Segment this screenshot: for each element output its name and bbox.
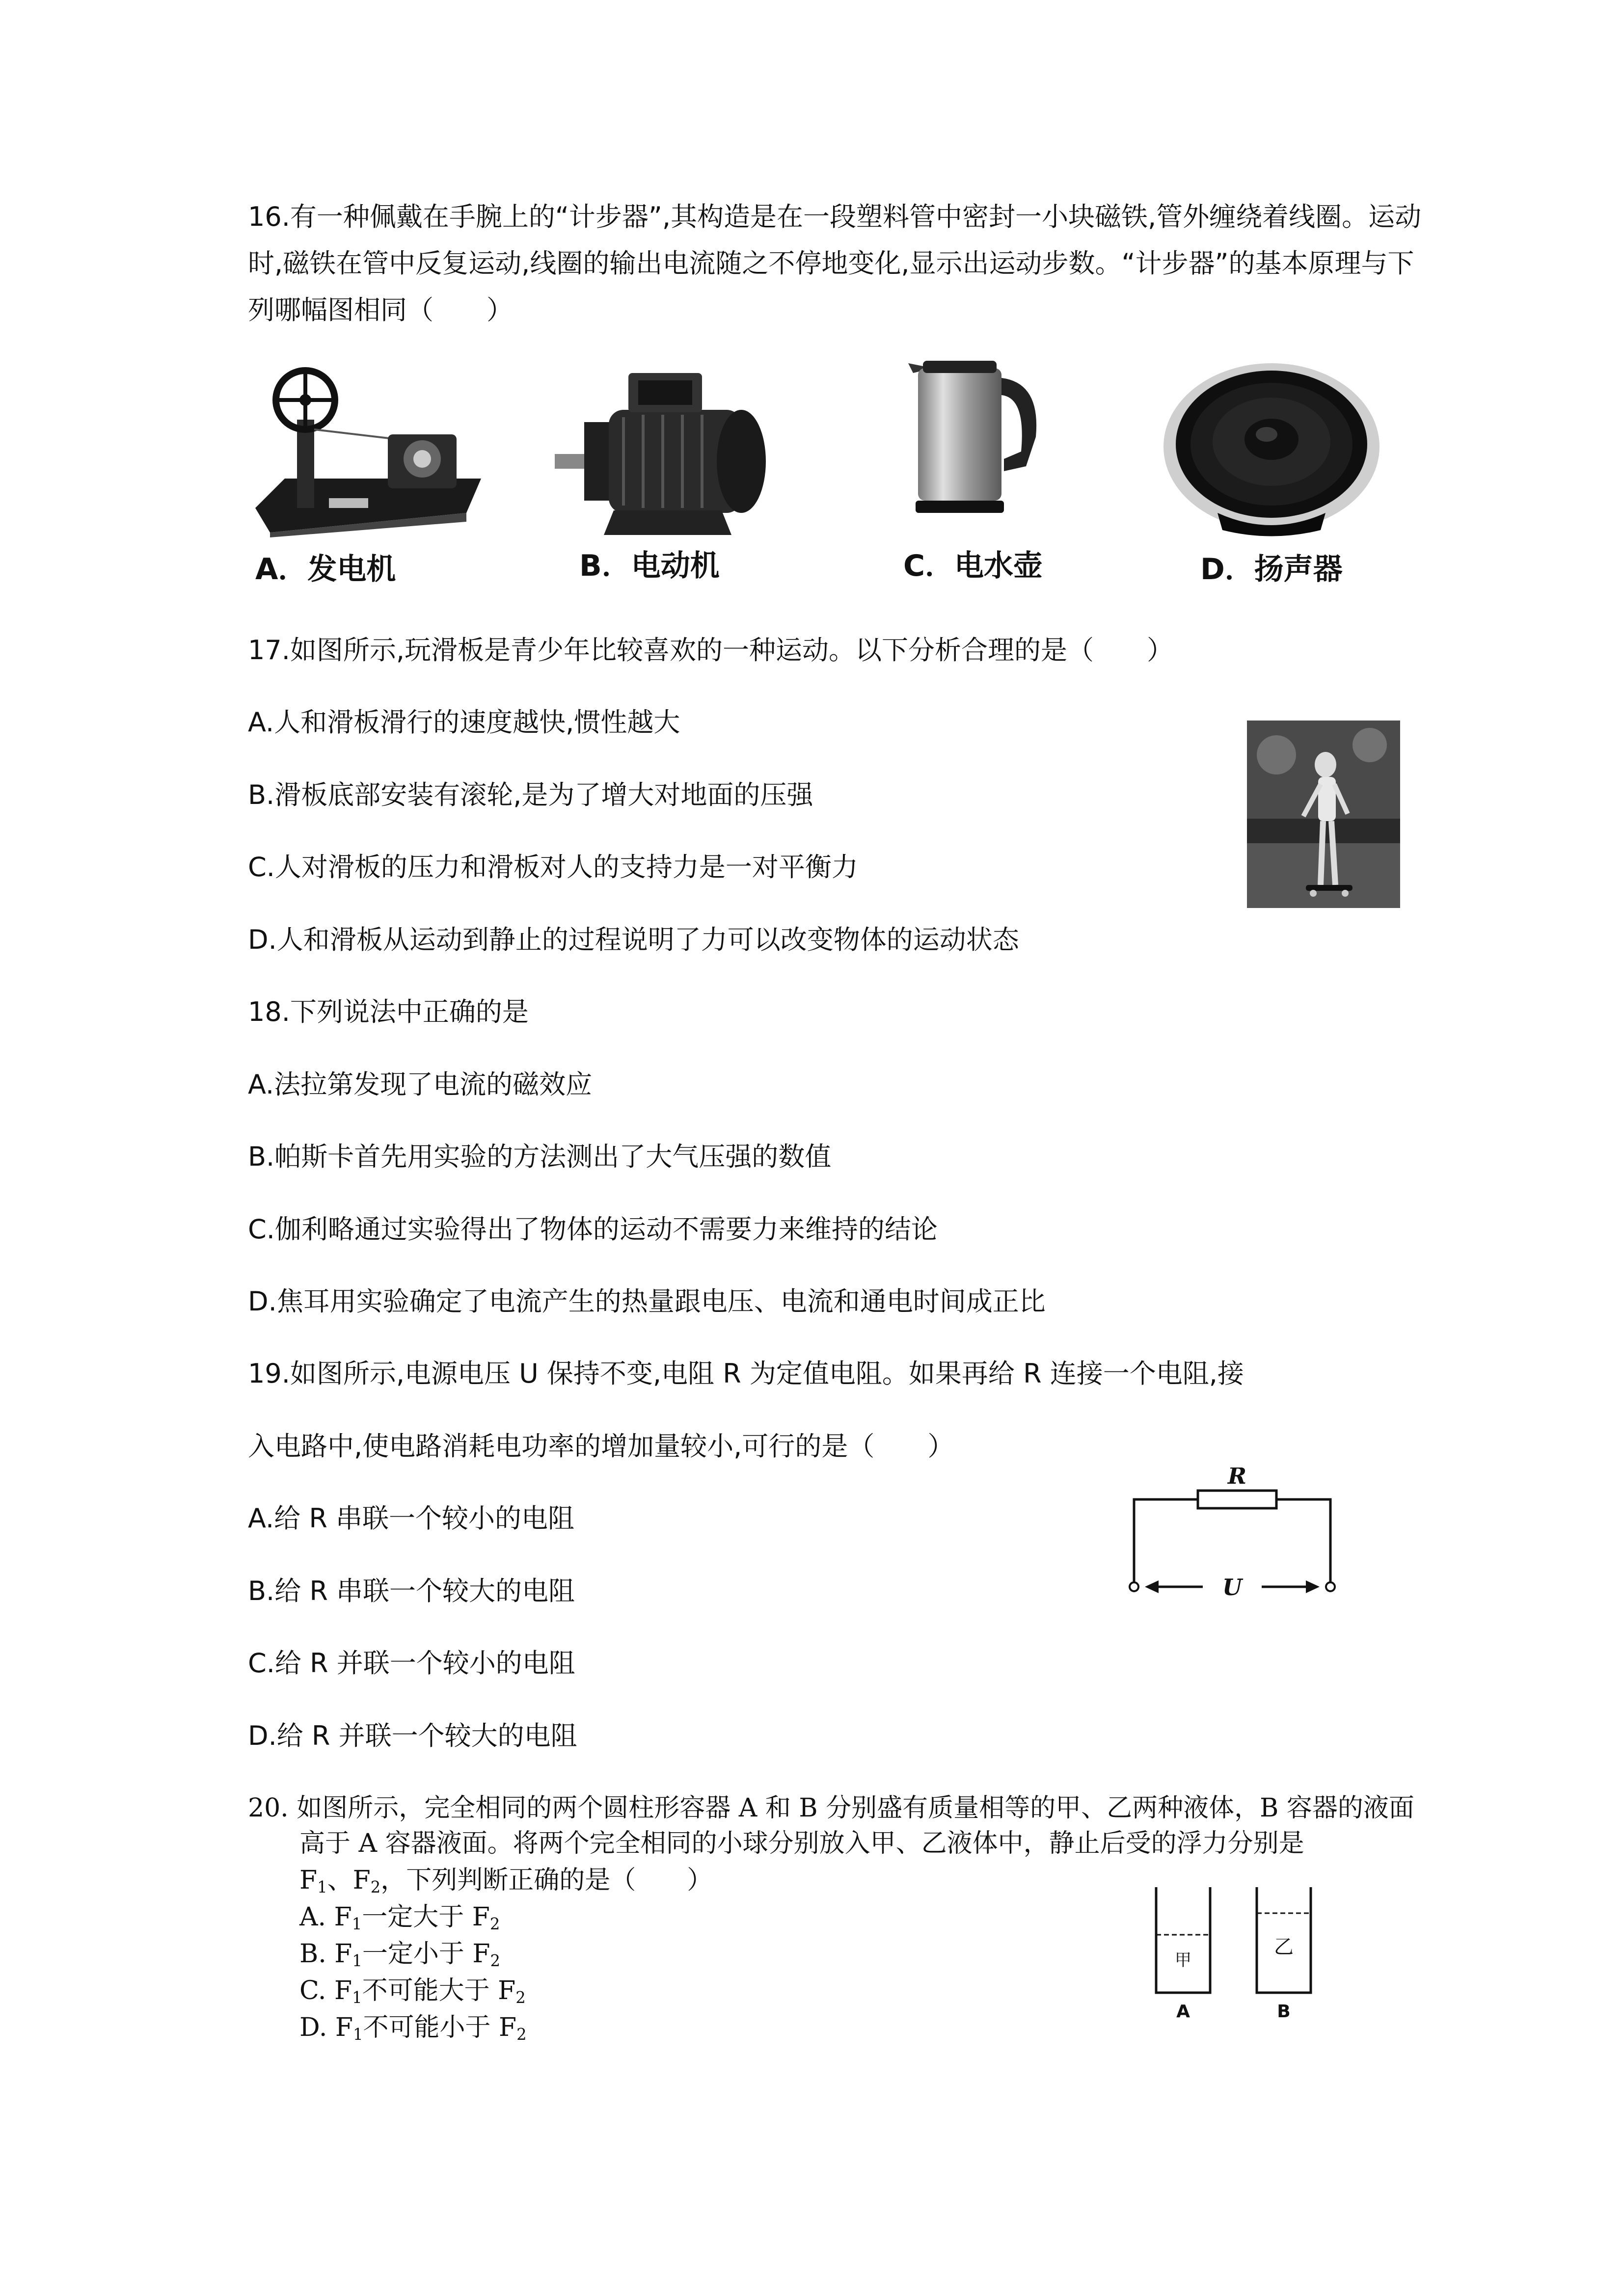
q16-caption-d: D．扬声器: [1200, 552, 1343, 587]
circuit-diagram: [1124, 1468, 1345, 1605]
q19-stem-line-1: 19.如图所示,电源电压 U 保持不变,电阻 R 为定值电阻。如果再给 R 连接一个电阻,接: [248, 1358, 1244, 1389]
liquid-jia-label: 甲: [1175, 1950, 1191, 1970]
q18-option-b: B.帕斯卡首先用实验的方法测出了大气压强的数值: [248, 1141, 832, 1172]
q16-line-2: 时,磁铁在管中反复运动,线圈的输出电流随之不停地变化,显示出运动步数。“计步器”的基本原理与下: [248, 248, 1414, 279]
electric-motor-image: [555, 363, 771, 545]
q17-option-c: C.人对滑板的压力和滑板对人的支持力是一对平衡力: [248, 852, 858, 882]
q17-option-b: B.滑板底部安装有滚轮,是为了增大对地面的压强: [248, 779, 813, 810]
voltage-label: U: [1222, 1574, 1243, 1601]
q18-stem: 18.下列说法中正确的是: [248, 996, 529, 1027]
container-b-label: B: [1277, 2002, 1291, 2022]
q20-option-c: C. $F_1$不可能大于 $F_2$: [299, 1976, 526, 2007]
q16-line-3: 列哪幅图相同（ ）: [248, 294, 513, 325]
q20-line-1: 20. 如图所示，完全相同的两个圆柱形容器 A 和 B 分别盛有质量相等的甲、乙两种液体，B 容器的液面: [248, 1793, 1414, 1823]
q20-option-d: D. $F_1$不可能小于 $F_2$: [299, 2013, 527, 2044]
q20-option-a: A. $F_1$一定大于 $F_2$: [299, 1902, 500, 1934]
skateboard-photo: [1247, 721, 1400, 908]
q20-option-b: B. $F_1$一定小于 $F_2$: [299, 1939, 501, 1971]
q16-caption-c: C．电水壶: [903, 549, 1043, 583]
q20-line-3: $F_1$、$F_2$，下列判断正确的是（ ）: [299, 1866, 713, 1897]
q17-option-a: A.人和滑板滑行的速度越快,惯性越大: [248, 707, 680, 738]
q19-option-c: C.给 R 并联一个较小的电阻: [248, 1648, 575, 1679]
q17-stem: 17.如图所示,玩滑板是青少年比较喜欢的一种运动。以下分析合理的是（ ）: [248, 635, 1174, 666]
containers-diagram: [1144, 1880, 1321, 2022]
liquid-yi-label: 乙: [1274, 1936, 1294, 1958]
electric-kettle-image: [903, 353, 1046, 520]
q18-option-d: D.焦耳用实验确定了电流产生的热量跟电压、电流和通电时间成正比: [248, 1286, 1046, 1317]
resistor-label: R: [1227, 1468, 1247, 1489]
loudspeaker-image: [1159, 361, 1384, 537]
q18-option-c: C.伽利略通过实验得出了物体的运动不需要力来维持的结论: [248, 1214, 938, 1245]
generator-image: [250, 366, 486, 537]
q16-line-1: 16.有一种佩戴在手腕上的“计步器”,其构造是在一段塑料管中密封一小块磁铁,管外缠绕着线圈。运动: [248, 201, 1422, 232]
q19-stem-line-2: 入电路中,使电路消耗电功率的增加量较小,可行的是（ ）: [248, 1431, 954, 1462]
q19-option-d: D.给 R 并联一个较大的电阻: [248, 1720, 577, 1751]
q17-option-d: D.人和滑板从运动到静止的过程说明了力可以改变物体的运动状态: [248, 924, 1019, 955]
container-a-label: A: [1176, 2002, 1190, 2022]
q16-caption-b: B．电动机: [579, 549, 720, 583]
q16-caption-a: A．发电机: [255, 552, 396, 587]
q19-option-a: A.给 R 串联一个较小的电阻: [248, 1503, 575, 1534]
q20-line-2: 高于 A 容器液面。将两个完全相同的小球分别放入甲、乙液体中，静止后受的浮力分别是: [299, 1829, 1304, 1858]
q19-option-b: B.给 R 串联一个较大的电阻: [248, 1575, 575, 1606]
q18-option-a: A.法拉第发现了电流的磁效应: [248, 1069, 593, 1100]
